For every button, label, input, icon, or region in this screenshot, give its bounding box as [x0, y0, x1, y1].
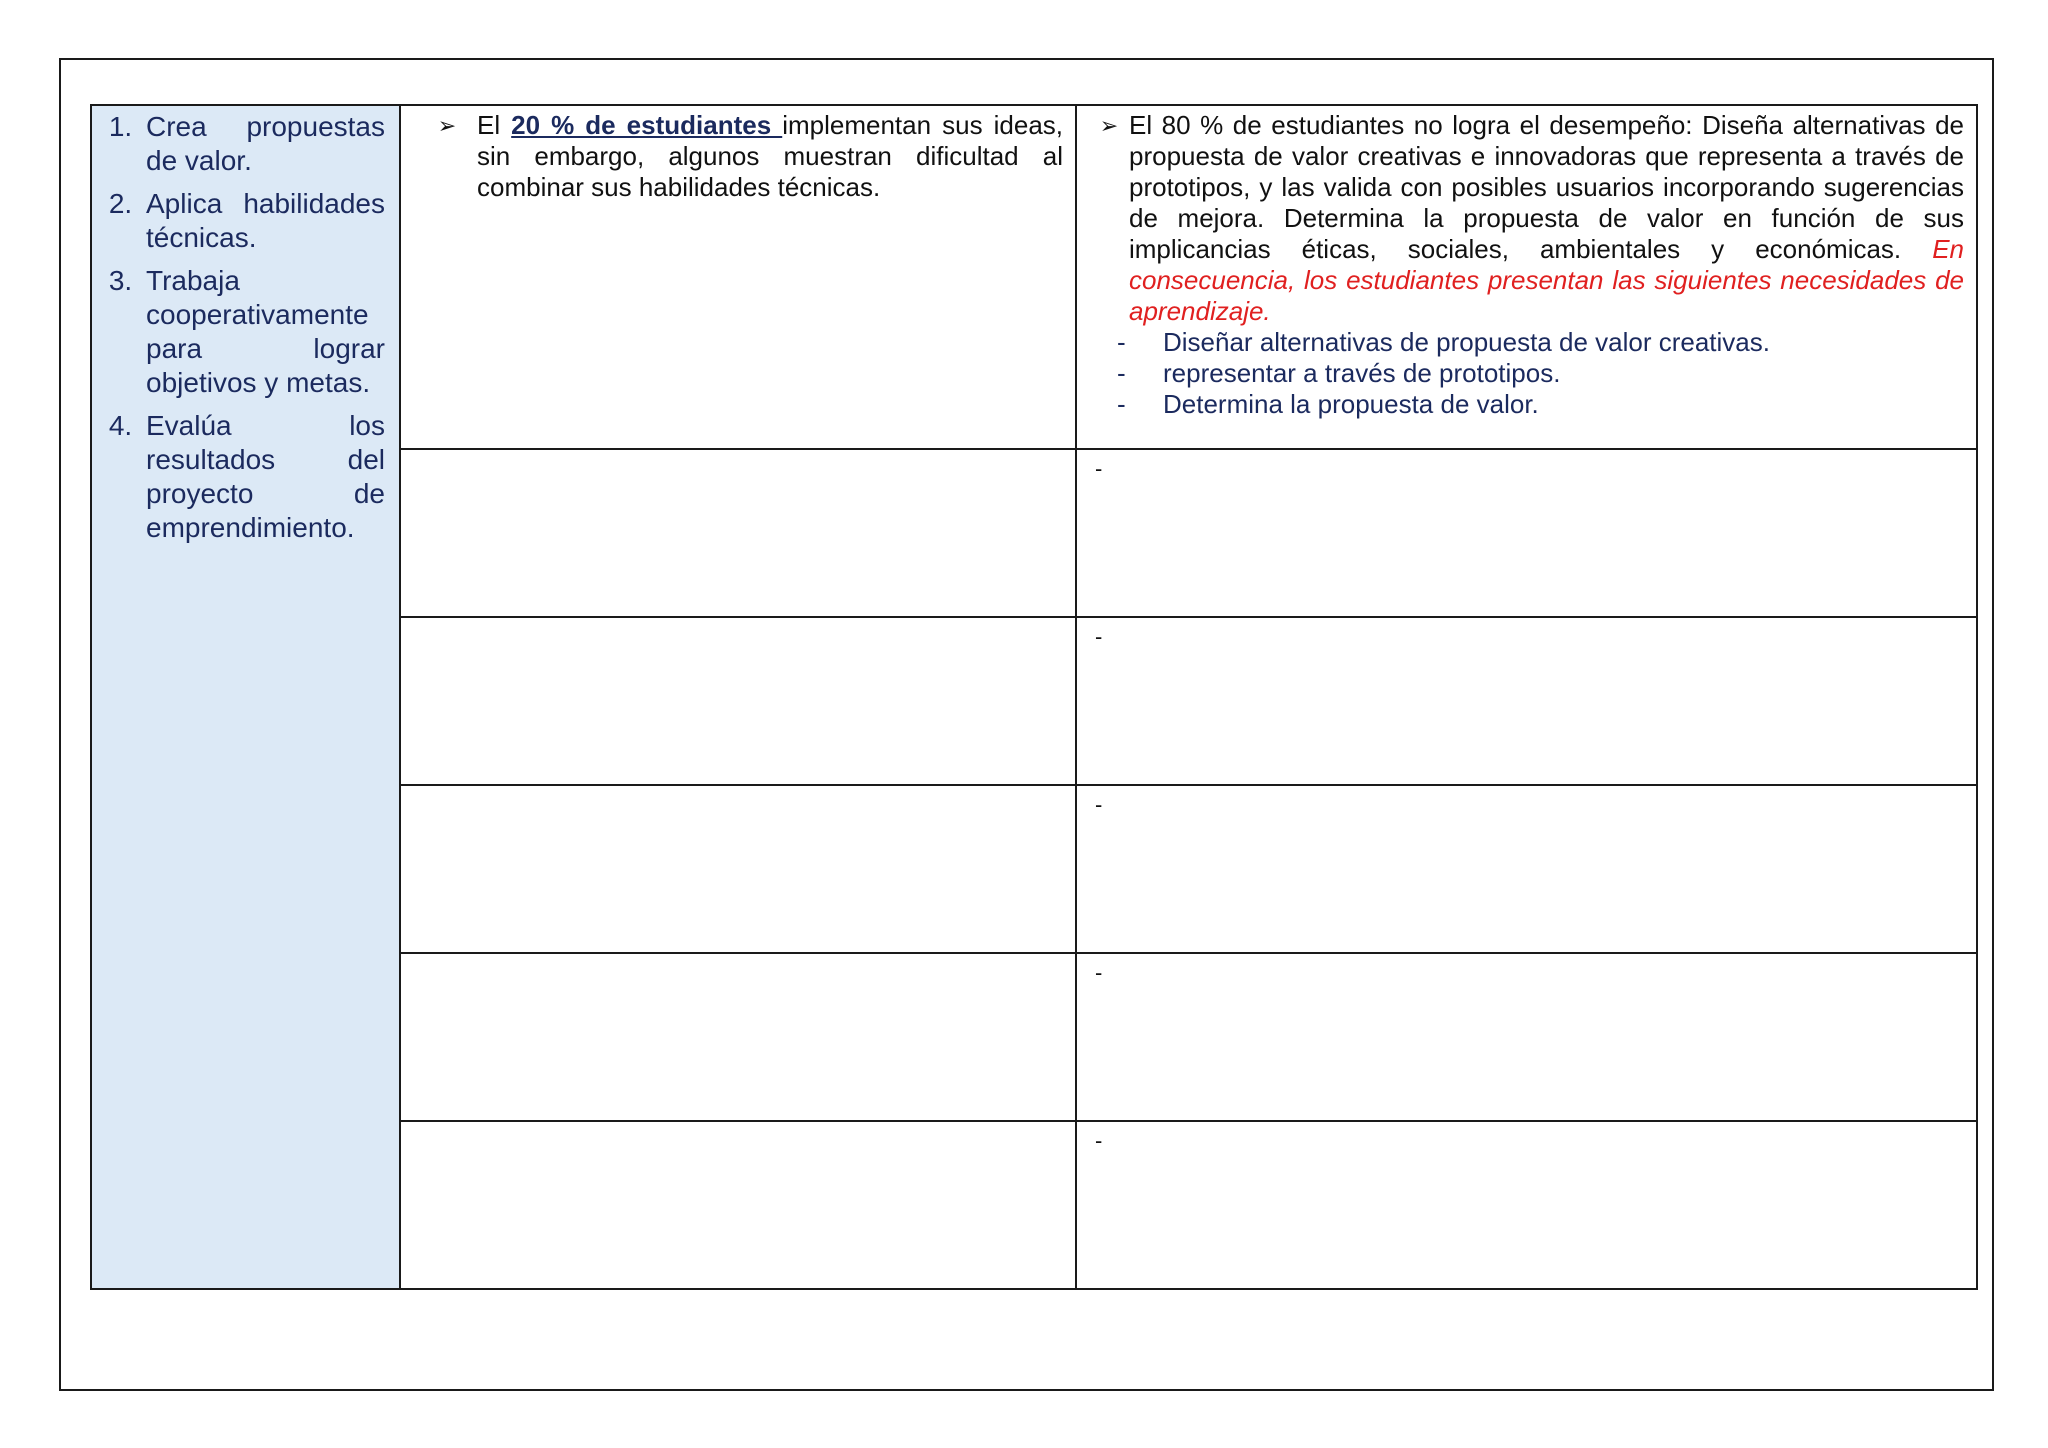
dash-text: -: [1095, 792, 1103, 817]
table-row: [91, 105, 1977, 449]
competencies-cell: [91, 105, 400, 1289]
learning-need-item: [1117, 389, 1976, 420]
empty-cell: [400, 617, 1076, 785]
dash-text: -: [1095, 456, 1103, 481]
empty-cell: [400, 1121, 1076, 1289]
dash-text: -: [1095, 624, 1103, 649]
dash-text: -: [1095, 1128, 1103, 1153]
results-text: [477, 110, 1063, 203]
diagnostic-table: [90, 104, 1978, 1290]
empty-cell: [400, 953, 1076, 1121]
results-cell: [400, 105, 1076, 449]
dash-cell: [1076, 1121, 1977, 1289]
learning-need-text: Diseñar alternativas de propuesta de valor creativas.: [1163, 327, 1770, 357]
arrow-bullet-icon: ➢: [437, 113, 457, 138]
needs-bullet: [1077, 106, 1976, 327]
empty-cell: [400, 785, 1076, 953]
dash-cell: [1076, 449, 1977, 617]
needs-cell: [1076, 105, 1977, 449]
learning-need-item: [1117, 327, 1976, 358]
competency-item: 3. Trabaja cooperativamente para lograr objetivos y metas.: [140, 264, 385, 400]
empty-cell: [400, 449, 1076, 617]
results-rest: implementan sus ideas, sin embargo, algunos muestran dificultad al combinar sus habilidades técnicas.: [477, 110, 1064, 202]
competency-item: 2. Aplica habilidades técnicas.: [140, 187, 385, 255]
dash-cell: [1076, 953, 1977, 1121]
results-highlight: 20 % de estudiantes: [511, 110, 783, 140]
results-bullet: [401, 106, 1075, 203]
dash-bullet: -: [1117, 389, 1126, 419]
results-prefix: El: [477, 110, 512, 140]
arrow-bullet-icon: ➢: [1099, 113, 1119, 138]
competency-item: 1. Crea propuestas de valor.: [140, 110, 385, 178]
needs-consequence-text: En consecuencia, los estudiantes presentan las siguientes necesidades de aprendizaje.: [1129, 234, 1964, 326]
learning-needs-list: [1077, 327, 1976, 420]
dash-bullet: -: [1117, 327, 1126, 357]
learning-need-text: representar a través de prototipos.: [1163, 358, 1561, 388]
competencies-list: [92, 106, 399, 545]
learning-need-text: Determina la propuesta de valor.: [1163, 389, 1539, 419]
competency-item: 4. Evalúa los resultados del proyecto de emprendimiento.: [140, 409, 385, 545]
dash-cell: [1076, 617, 1977, 785]
dash-cell: [1076, 785, 1977, 953]
learning-need-item: [1117, 358, 1976, 389]
needs-text: [1129, 110, 1964, 327]
dash-bullet: -: [1117, 358, 1126, 388]
needs-main-text: El 80 % de estudiantes no logra el desempeño: Diseña alternativas de propuesta de valor creativas e innovadoras que representa a través de prototipos, y las valida con posibles usuarios incorporando sugerencias de mejora. Determina la propuesta de valor en función de sus implicancias éticas, sociales, ambientales y económicas.: [1129, 110, 1964, 264]
dash-text: -: [1095, 960, 1103, 985]
